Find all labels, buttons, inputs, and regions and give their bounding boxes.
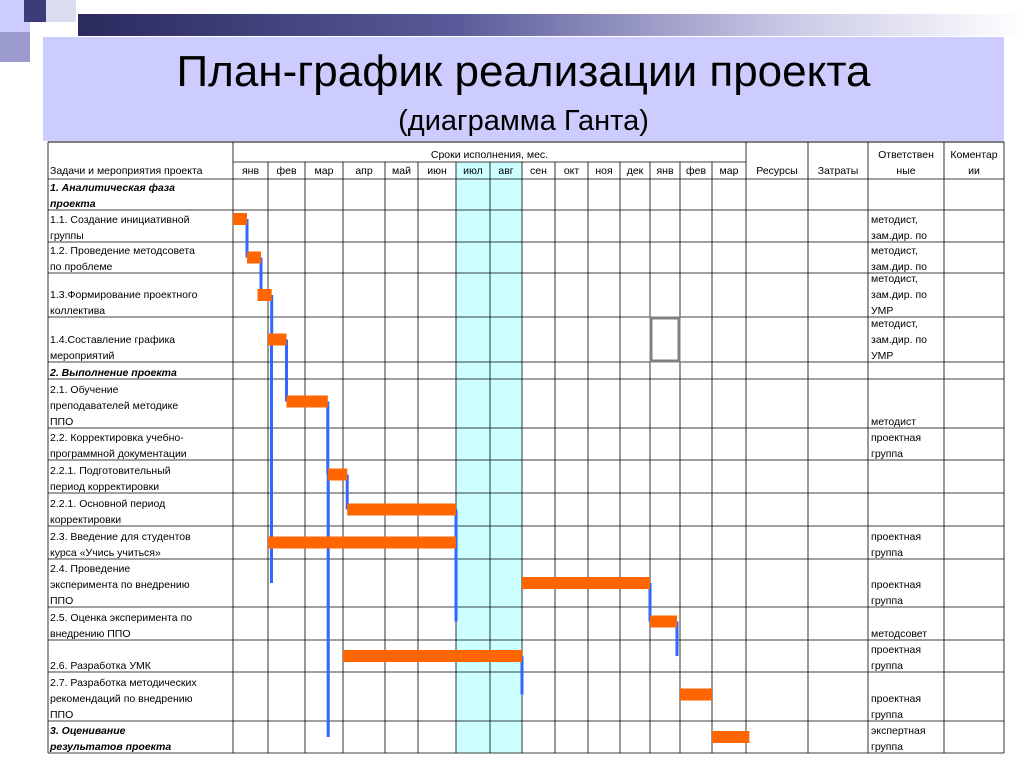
responsible-label: экспертная — [871, 725, 926, 737]
header-month: янв — [241, 165, 260, 177]
header-responsible: ные — [896, 165, 916, 177]
responsible-label: группа — [871, 709, 904, 721]
gantt-bar — [650, 616, 677, 628]
task-label: группы — [50, 230, 84, 242]
task-label: ППО — [50, 416, 74, 428]
responsible-label: группа — [871, 741, 904, 753]
responsible-label: проектная — [871, 644, 922, 656]
gantt-bar — [343, 650, 522, 662]
header-month: ноя — [595, 165, 613, 177]
task-label: курса «Учись учиться» — [50, 547, 161, 559]
task-label: 2.1. Обучение — [50, 384, 119, 396]
gantt-bar — [268, 537, 456, 549]
header-month: янв — [656, 165, 674, 177]
task-label: 2.4. Проведение — [50, 563, 131, 575]
task-label: 1.3.Формирование проектного — [50, 289, 198, 301]
responsible-label: методсовет — [871, 628, 928, 640]
header-month: авг — [498, 165, 514, 177]
task-label: 1. Аналитическая фаза — [50, 182, 175, 194]
gantt-bar — [268, 334, 287, 346]
header-period: Сроки исполнения, мес. — [430, 149, 549, 161]
gantt-bar — [233, 213, 247, 225]
header-month: сен — [530, 165, 547, 177]
task-label: 2. Выполнение проекта — [50, 367, 177, 379]
task-label: 2.2.1. Подготовительный — [50, 465, 171, 477]
header-responsible: Ответствен — [878, 149, 934, 161]
responsible-label: зам.дир. по — [871, 289, 927, 301]
gantt-bar — [287, 396, 328, 408]
header-comments: ии — [968, 165, 980, 177]
responsible-label: группа — [871, 595, 904, 607]
gantt-bar — [247, 252, 261, 264]
task-label: проекта — [50, 198, 96, 210]
header-month: фев — [276, 165, 297, 177]
header-month: июл — [463, 165, 483, 177]
task-label: результатов проекта — [50, 741, 172, 753]
responsible-label: проектная — [871, 432, 922, 444]
responsible-label: группа — [871, 660, 904, 672]
header-month: мар — [314, 165, 334, 177]
task-label: рекомендаций по внедрению — [50, 693, 193, 705]
header-costs: Затраты — [817, 165, 859, 177]
header-month: июн — [427, 165, 447, 177]
task-label: по проблеме — [50, 261, 113, 273]
task-label: 2.2. Корректировка учебно- — [50, 432, 184, 444]
task-label: 2.2.1. Основной период — [50, 498, 166, 510]
header-resources: Ресурсы — [756, 165, 798, 177]
responsible-label: группа — [871, 547, 904, 559]
responsible-label: УМР — [871, 305, 894, 317]
responsible-label: проектная — [871, 531, 922, 543]
responsible-label: методист — [871, 416, 917, 428]
gantt-bar — [328, 469, 347, 481]
gantt-bar — [522, 577, 650, 589]
header-tasks: Задачи и мероприятия проекта — [50, 165, 203, 177]
task-label: коллектива — [50, 305, 106, 317]
gantt-bar — [680, 689, 712, 701]
task-label: внедрению ППО — [50, 628, 131, 640]
header-month: дек — [626, 165, 644, 177]
responsible-label: группа — [871, 448, 904, 460]
gantt-bar — [712, 731, 749, 743]
responsible-label: зам.дир. по — [871, 334, 927, 346]
gantt-bar — [258, 289, 272, 301]
header-comments: Коментар — [950, 149, 998, 161]
responsible-label: проектная — [871, 693, 922, 705]
selected-cell — [651, 318, 679, 361]
task-label: программной документации — [50, 448, 187, 460]
task-label: 3. Оценивание — [50, 725, 126, 737]
responsible-label: проектная — [871, 579, 922, 591]
task-label: 2.5. Оценка эксперимента по — [50, 612, 193, 624]
task-label: 2.7. Разработка методических — [50, 677, 197, 689]
responsible-label: методист, — [871, 273, 918, 285]
task-label: период корректировки — [50, 481, 160, 493]
task-label: 1.2. Проведение методсовета — [50, 245, 195, 257]
page-title: План-график реализации проекта — [176, 47, 871, 96]
task-label: корректировки — [50, 514, 122, 526]
task-label: эксперимента по внедрению — [50, 579, 190, 591]
responsible-label: методист, — [871, 318, 918, 330]
header-month: окт — [563, 165, 580, 177]
task-label: мероприятий — [50, 350, 115, 362]
task-label: преподавателей методике — [50, 400, 179, 412]
header-month: мар — [719, 165, 739, 177]
task-label: 1.1. Создание инициативной — [50, 214, 190, 226]
page-subtitle: (диаграмма Ганта) — [398, 105, 649, 137]
responsible-label: методист, — [871, 214, 918, 226]
header-month: апр — [355, 165, 373, 177]
responsible-label: зам.дир. по — [871, 261, 927, 273]
task-label: ППО — [50, 709, 74, 721]
task-label: 1.4.Составление графика — [50, 334, 176, 346]
task-label: ППО — [50, 595, 74, 607]
responsible-label: зам.дир. по — [871, 230, 927, 242]
gantt-bar — [347, 504, 456, 516]
highlight-column — [456, 162, 522, 753]
task-label: 2.6. Разработка УМК — [50, 660, 151, 672]
responsible-label: методист, — [871, 245, 918, 257]
task-label: 2.3. Введение для студентов — [50, 531, 191, 543]
responsible-label: УМР — [871, 350, 894, 362]
header-month: фев — [685, 165, 707, 177]
header-month: май — [392, 165, 411, 177]
